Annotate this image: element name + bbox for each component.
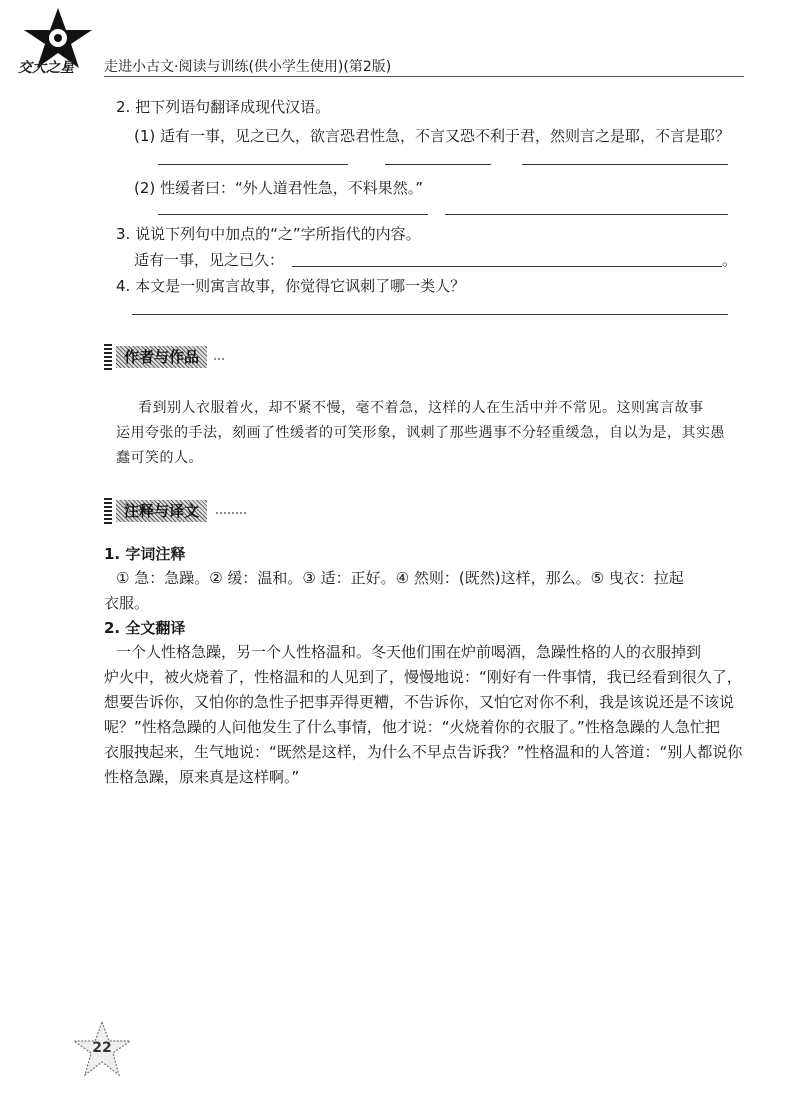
section-heading-notes: [104, 498, 304, 524]
q2-item1: (1) 适有一事，见之已久，欲言恐君性急，不言又恐不利于君，然则言之是耶，不言是耶？: [134, 127, 731, 145]
author-line-3: 蠢可笑的人。: [116, 450, 203, 466]
translation-line-6: 性格急躁，原来真是这样啊。”: [104, 768, 300, 786]
page-number: 22: [92, 1040, 112, 1056]
translation-line-4: 呢？”性格急躁的人问他发生了什么事情，他才说：“火烧着你的衣服了。”性格急躁的人急忙把: [104, 718, 720, 736]
q3-prompt: 适有一事，见之已久：: [134, 251, 285, 269]
answer-line[interactable]: [522, 164, 728, 165]
translation-line-2: 炉火中，被火烧着了，性格温和的人见到了，慢慢地说：“刚好有一件事情，我已经看到很久了，: [104, 668, 742, 686]
answer-line[interactable]: [292, 266, 722, 267]
heading-stripe: [104, 344, 112, 370]
answer-line[interactable]: [132, 314, 728, 315]
heading-label: 注释与译文: [116, 500, 207, 522]
notes-sub1: 1. 字词注释: [104, 545, 186, 563]
header-rule: [104, 76, 744, 77]
heading-dots: [214, 358, 224, 360]
section-heading-author: [104, 344, 304, 370]
notes-line-2: 衣服。: [104, 594, 150, 612]
answer-line[interactable]: [385, 164, 491, 165]
brand-text: 交大之星: [18, 60, 74, 76]
author-line-2: 运用夸张的手法，刻画了性缓者的可笑形象，讽刺了那些遇事不分轻重缓急，自以为是，其实愚: [116, 425, 725, 441]
answer-line[interactable]: [158, 164, 348, 165]
notes-sub2: 2. 全文翻译: [104, 619, 186, 637]
q3-end-mark: 。: [722, 251, 738, 269]
book-title: 走进小古文·阅读与训练(供小学生使用)(第2版): [104, 59, 392, 75]
q2-item2: (2) 性缓者曰：“外人道君性急，不料果然。”: [134, 179, 424, 197]
heading-stripe: [104, 498, 112, 524]
q2-title: 2. 把下列语句翻译成现代汉语。: [116, 98, 331, 116]
translation-line-5: 衣服拽起来，生气地说：“既然是这样，为什么不早点告诉我？”性格温和的人答道：“别人都说你: [104, 743, 743, 761]
translation-line-3: 想要告诉你，又怕你的急性子把事弄得更糟，不告诉你，又怕它对你不利，我是该说还是不该说: [104, 693, 735, 711]
heading-label: 作者与作品: [116, 346, 207, 368]
answer-line[interactable]: [158, 214, 428, 215]
q4-title: 4. 本文是一则寓言故事，你觉得它讽刺了哪一类人？: [116, 277, 466, 295]
notes-line-1: ① 急：急躁。② 缓：温和。③ 适：正好。④ 然则：(既然)这样，那么。⑤ 曳衣：拉起: [116, 569, 684, 587]
translation-line-1: 一个人性格急躁，另一个人性格温和。冬天他们围在炉前喝酒，急躁性格的人的衣服掉到: [116, 643, 702, 661]
page-number-badge: [70, 1020, 134, 1080]
answer-line[interactable]: [445, 214, 728, 215]
heading-dots: [216, 512, 246, 514]
q3-title: 3. 说说下列句中加点的“之”字所指代的内容。: [116, 225, 421, 243]
author-line-1: 看到别人衣服着火，却不紧不慢，毫不着急，这样的人在生活中并不常见。这则寓言故事: [138, 400, 704, 416]
